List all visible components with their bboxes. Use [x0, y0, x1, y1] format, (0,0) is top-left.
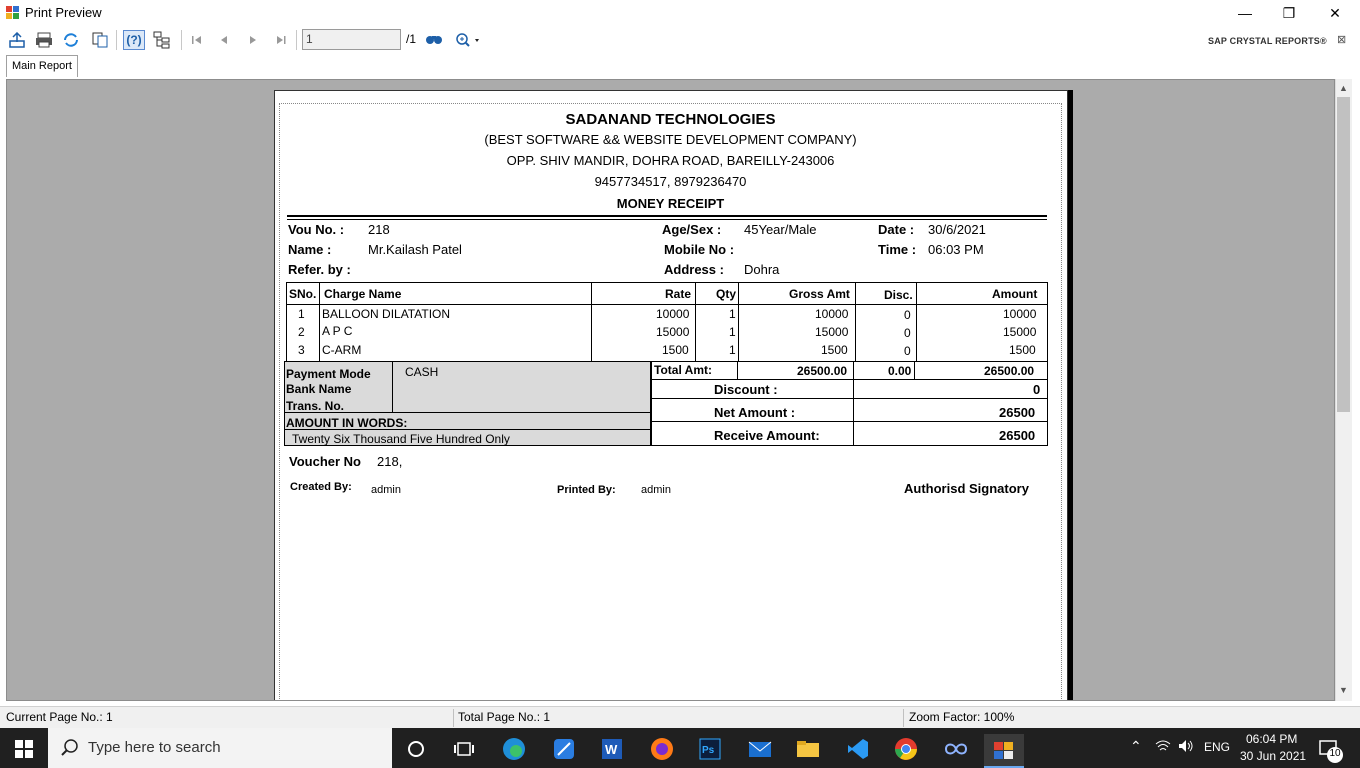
page-number-input[interactable]: 1 [302, 29, 401, 50]
total-disc: 0.00 [888, 364, 912, 378]
address-label: Address : [664, 262, 724, 277]
row-disc: 0 [904, 344, 911, 358]
col-sno: SNo. [289, 287, 317, 301]
mail-icon[interactable] [740, 734, 780, 764]
items-table [286, 282, 1048, 361]
refer-label: Refer. by : [288, 262, 351, 277]
print-icon[interactable] [33, 30, 55, 50]
zoom-status: Zoom Factor: 100% [909, 710, 1015, 724]
row-gross: 15000 [815, 325, 849, 339]
photoshop-icon[interactable] [690, 734, 730, 764]
current-page-status: Current Page No.: 1 [6, 710, 113, 724]
payment-mode-value: CASH [405, 365, 439, 379]
row-rate: 1500 [662, 343, 689, 357]
row-amount: 10000 [1003, 307, 1037, 321]
minimize-button[interactable]: — [1238, 5, 1252, 21]
report-page [274, 90, 1068, 701]
svg-text:Ps: Ps [702, 745, 715, 756]
vscode-icon[interactable] [838, 734, 878, 764]
total-gross: 26500.00 [797, 364, 848, 378]
tab-main-report[interactable]: Main Report [6, 55, 78, 77]
created-by-label: Created By: [290, 481, 352, 493]
language-indicator[interactable]: ENG [1204, 740, 1231, 754]
row-charge: A P C [322, 324, 353, 338]
row-gross: 10000 [815, 307, 849, 321]
status-bar [0, 706, 1360, 728]
clock-date[interactable]: 30 Jun 2021 [1240, 749, 1307, 763]
row-disc: 0 [904, 326, 911, 340]
close-button[interactable]: ✕ [1329, 4, 1341, 21]
volume-icon[interactable] [1178, 739, 1194, 756]
task-view-icon[interactable] [444, 734, 484, 764]
row-qty: 1 [729, 325, 736, 339]
export-icon[interactable] [6, 30, 28, 50]
discount-value: 0 [1033, 382, 1041, 397]
firefox-icon[interactable] [642, 734, 682, 764]
age-value: 45Year/Male [744, 222, 817, 237]
company-phones: 9457734517, 8979236470 [594, 174, 747, 189]
last-page-icon[interactable] [270, 30, 292, 50]
help-icon[interactable]: (?) [123, 30, 145, 50]
refresh-icon[interactable] [60, 30, 82, 50]
row-sno: 1 [298, 307, 305, 321]
windows-start-icon[interactable] [4, 734, 44, 764]
taskbar [0, 728, 1360, 768]
col-disc: Disc. [884, 288, 913, 302]
row-rate: 15000 [656, 325, 690, 339]
voucher-value: 218, [377, 454, 403, 469]
window-title: Print Preview [25, 5, 102, 20]
group-tree-icon[interactable] [151, 30, 173, 50]
row-qty: 1 [729, 343, 736, 357]
date-value: 30/6/2021 [928, 222, 986, 237]
app-icon-blue[interactable] [544, 734, 584, 764]
report-border [279, 103, 1062, 701]
receive-amount-value: 26500 [999, 428, 1036, 443]
chrome-icon[interactable] [886, 734, 926, 764]
word-icon[interactable] [592, 734, 632, 764]
title-bar [0, 0, 1360, 26]
close-tab-icon[interactable]: ⊠ [1337, 34, 1347, 46]
mobile-label: Mobile No : [664, 242, 735, 257]
cortana-icon[interactable] [396, 734, 436, 764]
voucher-label: Voucher No [289, 454, 361, 469]
company-name: SADANAND TECHNOLOGIES [565, 111, 776, 128]
vou-value: 218 [368, 222, 390, 237]
authorised-signatory: Authorisd Signatory [904, 481, 1029, 496]
total-amount: 26500.00 [984, 364, 1035, 378]
company-address: OPP. SHIV MANDIR, DOHRA ROAD, BAREILLY-243006 [506, 153, 835, 168]
col-gross: Gross Amt [789, 287, 850, 301]
row-charge: C-ARM [322, 343, 362, 357]
amount-in-words-label: AMOUNT IN WORDS: [286, 416, 408, 430]
col-qty: Qty [716, 287, 737, 301]
payment-mode-label: Payment Mode [286, 367, 371, 381]
row-charge: BALLOON DILATATION [322, 307, 451, 321]
address-value: Dohra [744, 262, 780, 277]
printed-by-value: admin [641, 484, 671, 496]
tray-chevron-icon[interactable]: ⌃ [1130, 738, 1142, 754]
total-page-status: Total Page No.: 1 [458, 710, 551, 724]
file-explorer-icon[interactable] [788, 734, 828, 764]
next-page-icon[interactable] [242, 30, 264, 50]
age-label: Age/Sex : [662, 222, 722, 237]
net-amount-label: Net Amount : [714, 405, 796, 420]
svg-text:W: W [605, 742, 618, 757]
printed-by-label: Printed By: [557, 484, 616, 496]
search-placeholder: Type here to search [88, 739, 221, 756]
scroll-up-icon[interactable]: ▲ [1339, 83, 1348, 93]
notification-count-badge: 10 [1327, 747, 1343, 763]
app-icon [6, 6, 19, 19]
total-label: Total Amt: [654, 363, 712, 377]
report-viewer [6, 79, 1335, 701]
sap-brand-label: SAP CRYSTAL REPORTS® [1208, 36, 1327, 46]
vou-label: Vou No. : [288, 222, 345, 237]
scrollbar-thumb[interactable] [1337, 97, 1350, 412]
search-icon [60, 738, 80, 763]
row-qty: 1 [729, 307, 736, 321]
discount-label: Discount : [714, 382, 778, 397]
header-rule-thin [287, 219, 1047, 220]
document-title: MONEY RECEIPT [616, 196, 725, 211]
wifi-icon[interactable] [1155, 739, 1171, 756]
time-label: Time : [878, 242, 917, 257]
zoom-icon[interactable] [452, 30, 484, 50]
name-label: Name : [288, 242, 332, 257]
crystal-reports-taskbar-icon[interactable] [984, 734, 1024, 768]
time-value: 06:03 PM [928, 242, 984, 257]
row-sno: 2 [298, 325, 305, 339]
row-amount: 1500 [1009, 343, 1036, 357]
tab-row [0, 54, 1360, 78]
totals-box [651, 361, 1048, 446]
scroll-down-icon[interactable]: ▼ [1339, 685, 1348, 695]
col-rate: Rate [665, 287, 692, 301]
amount-in-words-value: Twenty Six Thousand Five Hundred Only [292, 432, 510, 446]
bank-name-label: Bank Name [286, 382, 352, 396]
copy-icon[interactable] [89, 30, 111, 50]
clock-time[interactable]: 06:04 PM [1246, 732, 1298, 746]
net-amount-value: 26500 [999, 405, 1036, 420]
receive-amount-label: Receive Amount: [714, 428, 820, 443]
trans-no-label: Trans. No. [286, 399, 345, 413]
date-label: Date : [878, 222, 915, 237]
created-by-value: admin [371, 484, 401, 496]
prev-page-icon[interactable] [213, 30, 235, 50]
company-tagline: (BEST SOFTWARE && WEBSITE DEVELOPMENT COMPANY) [484, 132, 857, 147]
row-disc: 0 [904, 308, 911, 322]
payment-box [284, 361, 651, 446]
maximize-button[interactable]: ❐ [1282, 4, 1296, 21]
col-amount: Amount [992, 287, 1038, 301]
edge-icon[interactable] [494, 734, 534, 764]
infinity-app-icon[interactable] [936, 734, 976, 764]
toolbar [0, 26, 1360, 54]
row-amount: 15000 [1003, 325, 1037, 339]
row-gross: 1500 [821, 343, 848, 357]
header-rule [287, 215, 1047, 217]
find-icon[interactable] [423, 30, 445, 50]
name-value: Mr.Kailash Patel [368, 242, 462, 257]
taskbar-search-input[interactable] [48, 728, 392, 768]
row-rate: 10000 [656, 307, 690, 321]
col-charge: Charge Name [324, 287, 402, 301]
row-sno: 3 [298, 343, 305, 357]
page-count-label: /1 [406, 32, 417, 46]
first-page-icon[interactable] [186, 30, 208, 50]
